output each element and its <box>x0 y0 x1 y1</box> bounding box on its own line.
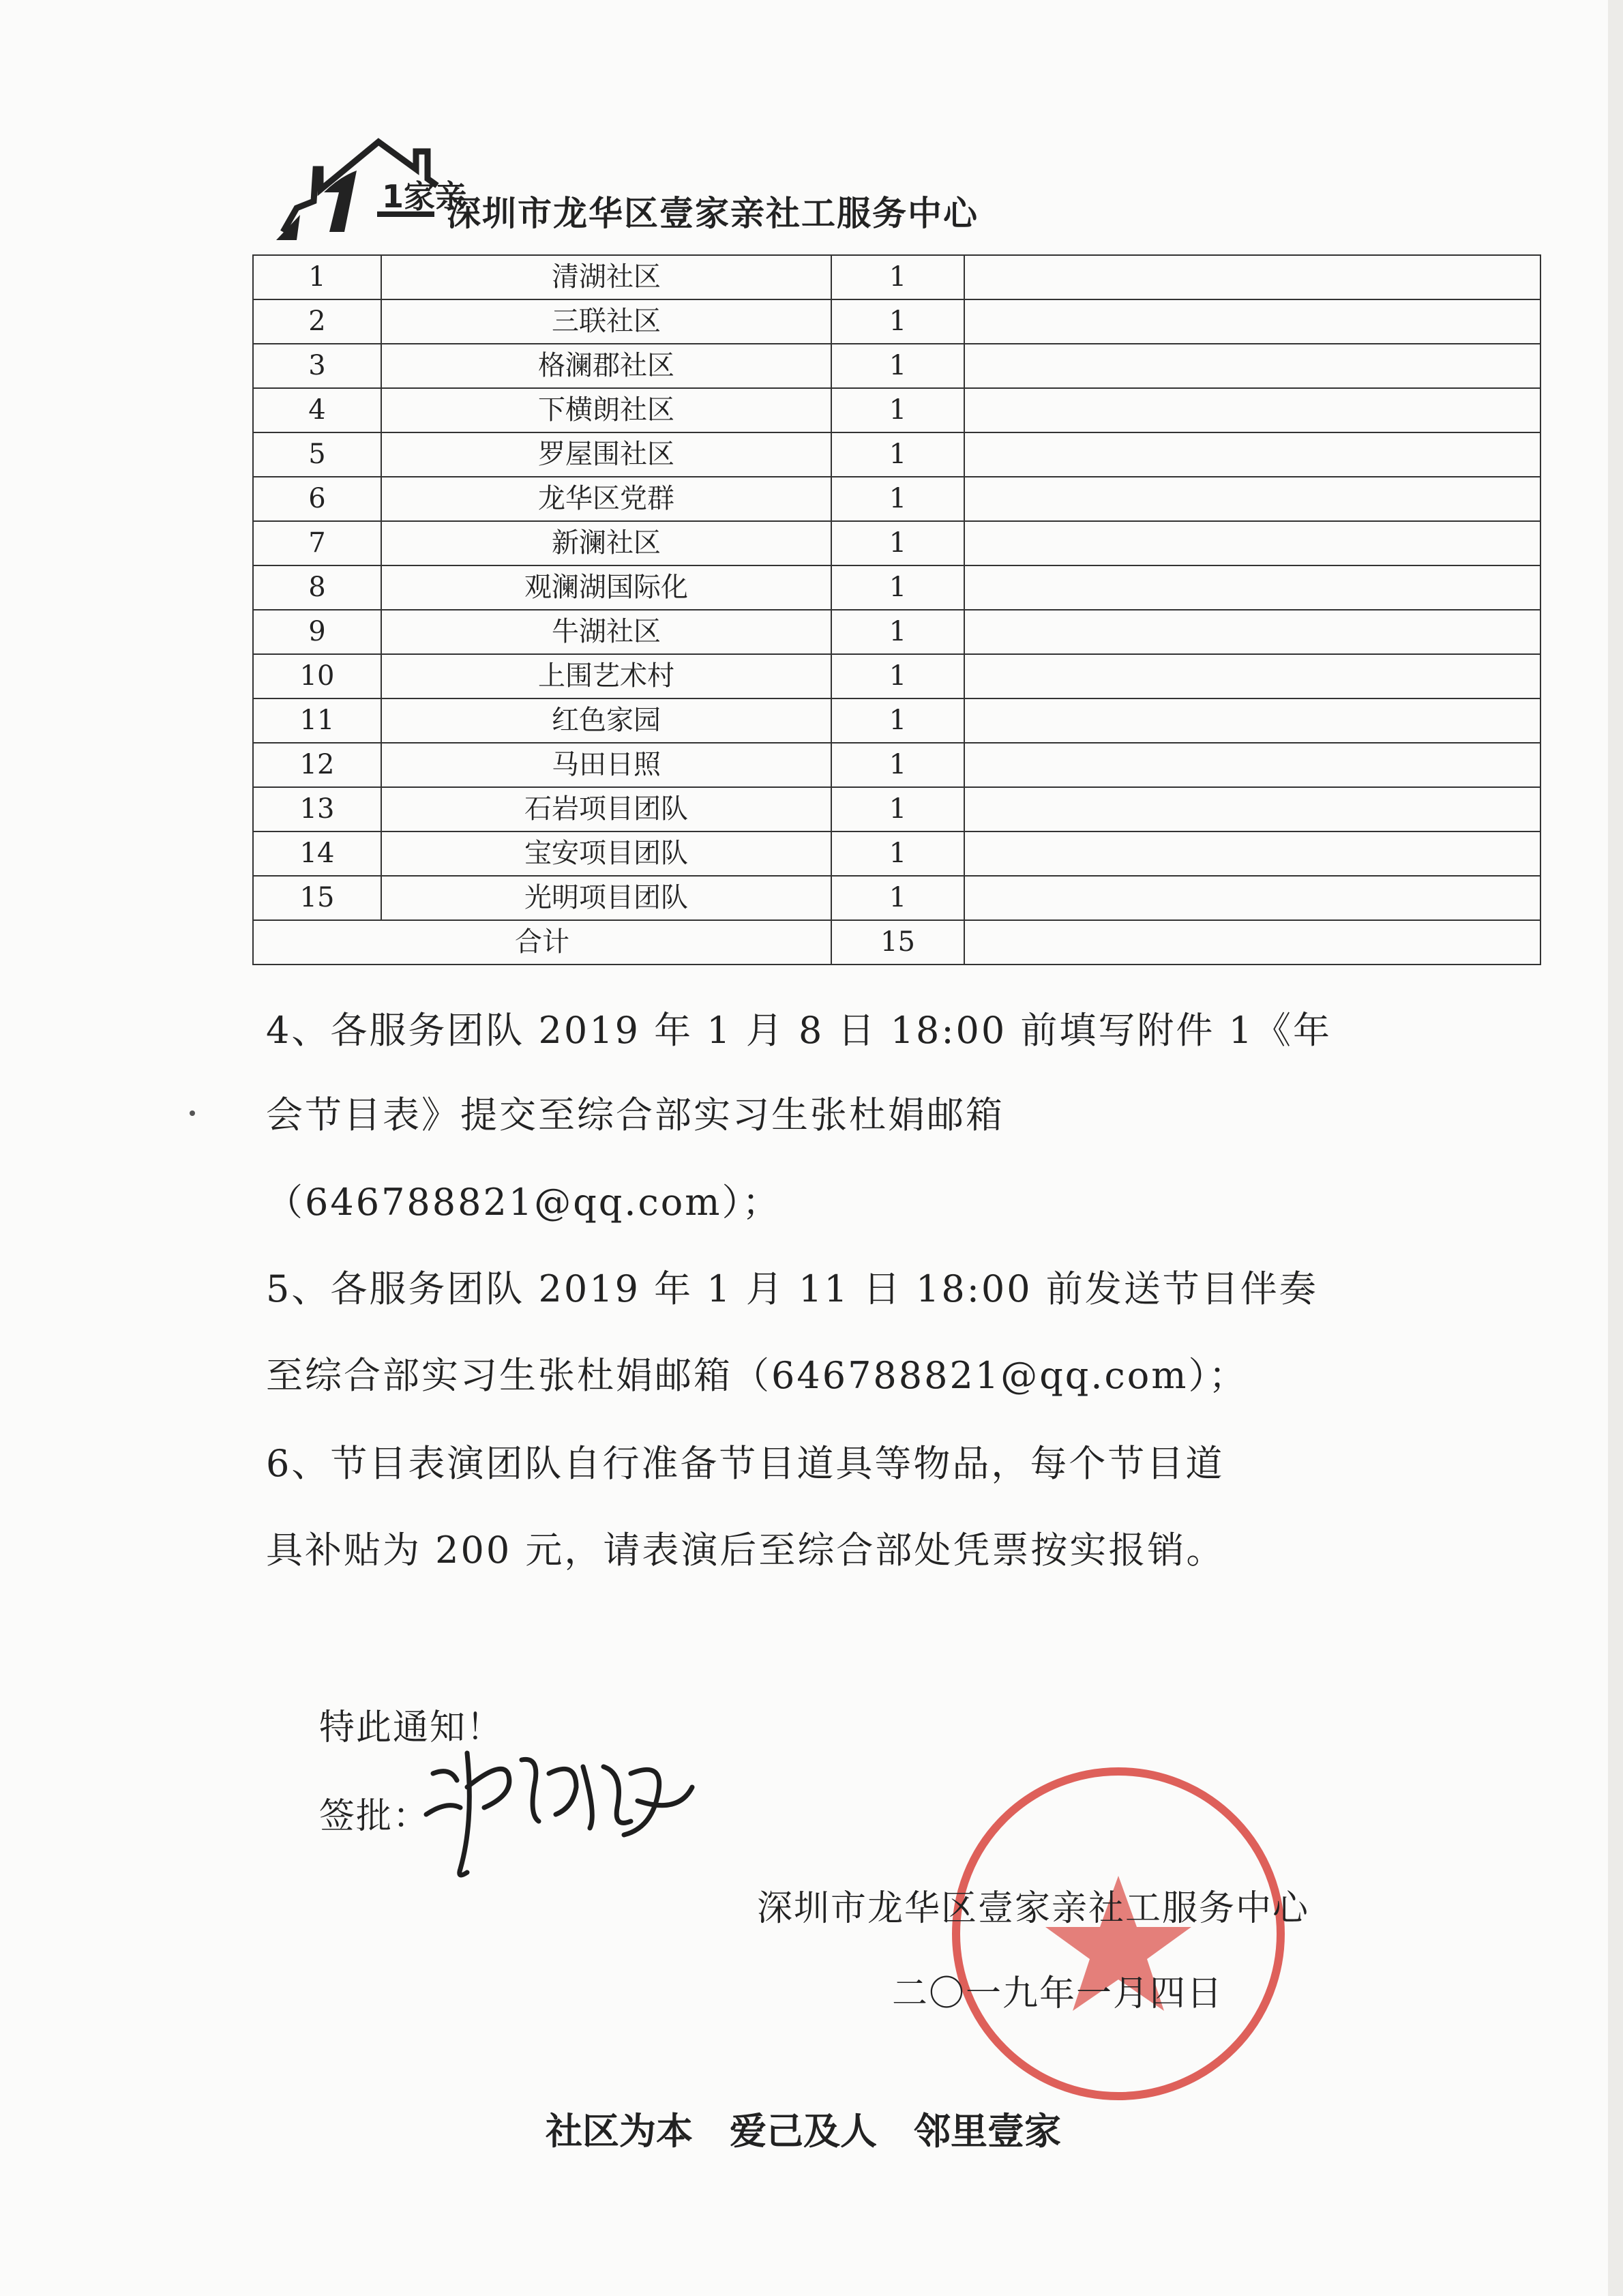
table-row <box>253 477 1540 521</box>
row-number: 7 <box>253 521 381 565</box>
team-name: 马田日照 <box>381 743 831 787</box>
row-note <box>964 876 1540 920</box>
table-row <box>253 876 1540 920</box>
row-number: 4 <box>253 388 381 432</box>
official-seal <box>944 1760 1292 2108</box>
row-number: 5 <box>253 432 381 477</box>
row-number: 2 <box>253 299 381 344</box>
total-note <box>964 920 1540 965</box>
letterhead <box>276 130 1163 246</box>
table-row <box>253 610 1540 654</box>
team-name: 光明项目团队 <box>381 876 831 920</box>
total-value: 15 <box>831 920 964 965</box>
row-note <box>964 787 1540 831</box>
row-number: 11 <box>253 698 381 743</box>
team-name: 牛湖社区 <box>381 610 831 654</box>
item-5-line-2: 至综合部实习生张杜娟邮箱（646788821@qq.com）； <box>266 1354 1248 1397</box>
approve-label: 签批： <box>319 1796 430 1837</box>
item-4-line-1: 4、各服务团队 2019 年 1 月 8 日 18:00 前填写附件 1《年 <box>266 1009 1332 1052</box>
row-note <box>964 432 1540 477</box>
team-count: 1 <box>831 565 964 610</box>
table-row <box>253 299 1540 344</box>
team-count: 1 <box>831 610 964 654</box>
row-note <box>964 654 1540 698</box>
table-row <box>253 521 1540 565</box>
item-4-line-2: 会节目表》提交至综合部实习生张杜娟邮箱 <box>266 1093 1004 1136</box>
team-name: 红色家园 <box>381 698 831 743</box>
team-table <box>252 254 1541 965</box>
row-number: 12 <box>253 743 381 787</box>
team-count: 1 <box>831 388 964 432</box>
row-note <box>964 743 1540 787</box>
table-row <box>253 432 1540 477</box>
row-note <box>964 477 1540 521</box>
row-note <box>964 521 1540 565</box>
item-6-line-1: 6、节目表演团队自行准备节目道具等物品，每个节目道 <box>266 1442 1225 1485</box>
team-count: 1 <box>831 831 964 876</box>
table-row <box>253 743 1540 787</box>
item-5-line-1: 5、各服务团队 2019 年 1 月 11 日 18:00 前发送节目伴奏 <box>266 1267 1318 1310</box>
row-number: 13 <box>253 787 381 831</box>
row-number: 15 <box>253 876 381 920</box>
row-number: 8 <box>253 565 381 610</box>
table-row <box>253 565 1540 610</box>
signing-date: 二〇一九年一月四日 <box>892 1973 1224 2014</box>
team-count: 1 <box>831 521 964 565</box>
team-count: 1 <box>831 654 964 698</box>
team-table-body <box>253 255 1540 920</box>
team-count: 1 <box>831 432 964 477</box>
team-name: 宝安项目团队 <box>381 831 831 876</box>
letterhead-title: 深圳市龙华区壹家亲社工服务中心 <box>447 194 979 233</box>
row-number: 6 <box>253 477 381 521</box>
team-name: 三联社区 <box>381 299 831 344</box>
team-name: 上围艺术村 <box>381 654 831 698</box>
notice-text: 特此通知！ <box>319 1707 504 1748</box>
table-row <box>253 255 1540 299</box>
table-row <box>253 344 1540 388</box>
team-name: 清湖社区 <box>381 255 831 299</box>
row-note <box>964 565 1540 610</box>
team-count: 1 <box>831 344 964 388</box>
team-name: 石岩项目团队 <box>381 787 831 831</box>
row-number: 9 <box>253 610 381 654</box>
row-note <box>964 388 1540 432</box>
team-name: 罗屋围社区 <box>381 432 831 477</box>
table-row <box>253 654 1540 698</box>
table-total-row <box>253 920 1540 965</box>
page-edge <box>1608 0 1623 2296</box>
team-name: 格澜郡社区 <box>381 344 831 388</box>
table-row <box>253 388 1540 432</box>
team-name: 观澜湖国际化 <box>381 565 831 610</box>
team-name: 龙华区党群 <box>381 477 831 521</box>
row-note <box>964 299 1540 344</box>
team-count: 1 <box>831 477 964 521</box>
row-number: 3 <box>253 344 381 388</box>
table-row <box>253 698 1540 743</box>
handwritten-signature <box>419 1733 706 1889</box>
row-note <box>964 344 1540 388</box>
table-row <box>253 831 1540 876</box>
team-count: 1 <box>831 698 964 743</box>
team-count: 1 <box>831 743 964 787</box>
team-count: 1 <box>831 255 964 299</box>
row-number: 14 <box>253 831 381 876</box>
row-note <box>964 610 1540 654</box>
team-count: 1 <box>831 299 964 344</box>
signing-organization: 深圳市龙华区壹家亲社工服务中心 <box>757 1888 1310 1929</box>
team-count: 1 <box>831 876 964 920</box>
scan-speck <box>190 1110 195 1116</box>
row-number: 10 <box>253 654 381 698</box>
logo-text: 1家亲 <box>382 178 467 215</box>
table-row <box>253 787 1540 831</box>
row-note <box>964 698 1540 743</box>
row-note <box>964 831 1540 876</box>
item-6-line-2: 具补贴为 200 元，请表演后至综合部处凭票按实报销。 <box>266 1529 1225 1572</box>
item-4-line-3: （646788821@qq.com）； <box>266 1181 781 1224</box>
team-name: 新澜社区 <box>381 521 831 565</box>
footer-slogan: 社区为本 爱己及人 邻里壹家 <box>546 2110 1061 2153</box>
team-count: 1 <box>831 787 964 831</box>
row-number: 1 <box>253 255 381 299</box>
team-name: 下横朗社区 <box>381 388 831 432</box>
total-label: 合计 <box>253 920 831 965</box>
row-note <box>964 255 1540 299</box>
